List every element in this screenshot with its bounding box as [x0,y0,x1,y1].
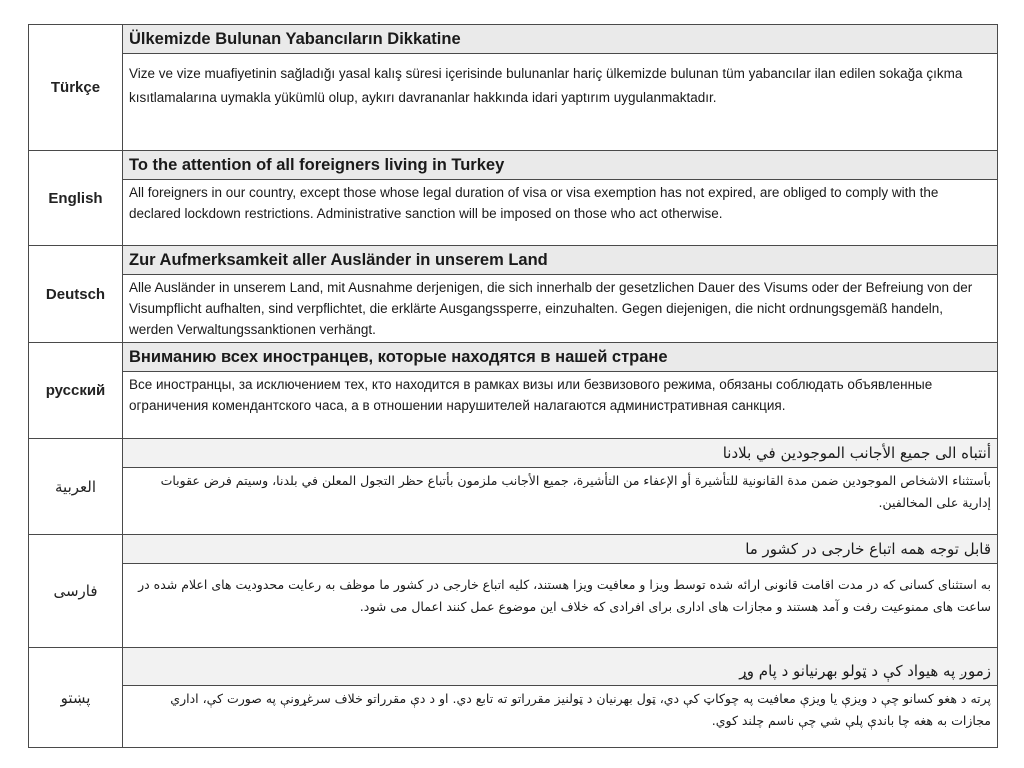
language-label: Deutsch [29,246,123,343]
notice-cell [123,343,998,439]
notice-cell [123,151,998,246]
notice-title: To the attention of all foreigners living in Turkey [123,151,997,180]
language-label: Türkçe [29,25,123,151]
language-label: پښتو [29,648,123,748]
language-label: English [29,151,123,246]
notice-body: Все иностранцы, за исключением тех, кто находится в рамках визы или безвизового режима, обязаны соблюдать объявленные ограничения комендантского часа, а в отношении нарушителей налагаются административная санкция. [123,372,997,418]
notice-body: All foreigners in our country, except those whose legal duration of visa or visa exemption has not expired, are obliged to comply with the declared lockdown restrictions. Administrative sanction will be imposed on those who act otherwise. [123,180,997,226]
notice-title: Ülkemizde Bulunan Yabancıların Dikkatine [123,25,997,54]
notice-body: بأستثناء الاشخاص الموجودين ضمن مدة القانونية للتأشيرة أو الإعفاء من التأشيرة، جميع الأجانب ملزمون بأتباع حظر التجول المعلن في بلدنا، وسيتم فرض عقوبات إدارية على المخالفين. [123,468,997,516]
notice-title: Zur Aufmerksamkeit aller Ausländer in unserem Land [123,246,997,275]
notice-title: زموږ په هیواد کې د ټولو بهرنیانو د پام وړ [123,648,997,686]
notice-body: Alle Ausländer in unserem Land, mit Ausnahme derjenigen, die sich innerhalb der gesetzlichen Dauer des Visums oder der Befreiung von der Visumpflicht aufhalten, sind verpflichtet, die erklärte Ausgangssperre, einzuhalten. Gegen diejenigen, die nicht ordnungsgemäß handeln, werden Verwaltungssanktionen verhängt. [123,275,997,342]
language-label: فارسی [29,535,123,648]
notice-cell [123,535,998,648]
row-turkish [29,25,998,151]
row-farsi [29,535,998,648]
notice-cell [123,25,998,151]
row-german [29,246,998,343]
notice-title: Вниманию всех иностранцев, которые находятся в нашей стране [123,343,997,372]
language-label: русский [29,343,123,439]
multilingual-notice-table [28,24,998,748]
notice-body: Vize ve vize muafiyetinin sağladığı yasal kalış süresi içerisinde bulunanlar hariç ülkemizde bulunan tüm yabancılar ilan edilen sokağa çıkma kısıtlamalarına uymakla yükümlü olup, aykırı davrananlar hakkında idari yaptırım uygulanmaktadır. [123,54,997,112]
language-label: العربية [29,439,123,535]
row-arabic [29,439,998,535]
notice-body: به استثنای کسانی که در مدت اقامت قانونی ارائه شده توسط ویزا و معافیت ویزا هستند، کلیه اتباع خارجی در کشور ما موظف به رعایت محدودیت های اعلام شده در ساعت های ممنوعیت رفت و آمد هستند و مجازات های اداری برای افرادی که خلاف این موضوع عمل کنند اعمال می شود. [123,564,997,620]
row-pashto [29,648,998,748]
notice-body: پرته د هغو کسانو چې د ویزې یا ویزې معافیت په چوکاټ کې دي، ټول بهرنیان د ټولنیز مقرراتو ته تابع دي. او د دې مقرراتو خلاف سرغړونې په صورت کې، اداري مجازات به هغه چا باندې پلې شي چې ناسم چلند کوي. [123,686,997,734]
row-russian [29,343,998,439]
notice-title: قابل توجه همه اتباع خارجی در کشور ما [123,535,997,564]
notice-title: أنتباه الى جميع الأجانب الموجودين في بلادنا [123,439,997,468]
notice-cell [123,439,998,535]
row-english [29,151,998,246]
notice-cell [123,246,998,343]
notice-cell [123,648,998,748]
